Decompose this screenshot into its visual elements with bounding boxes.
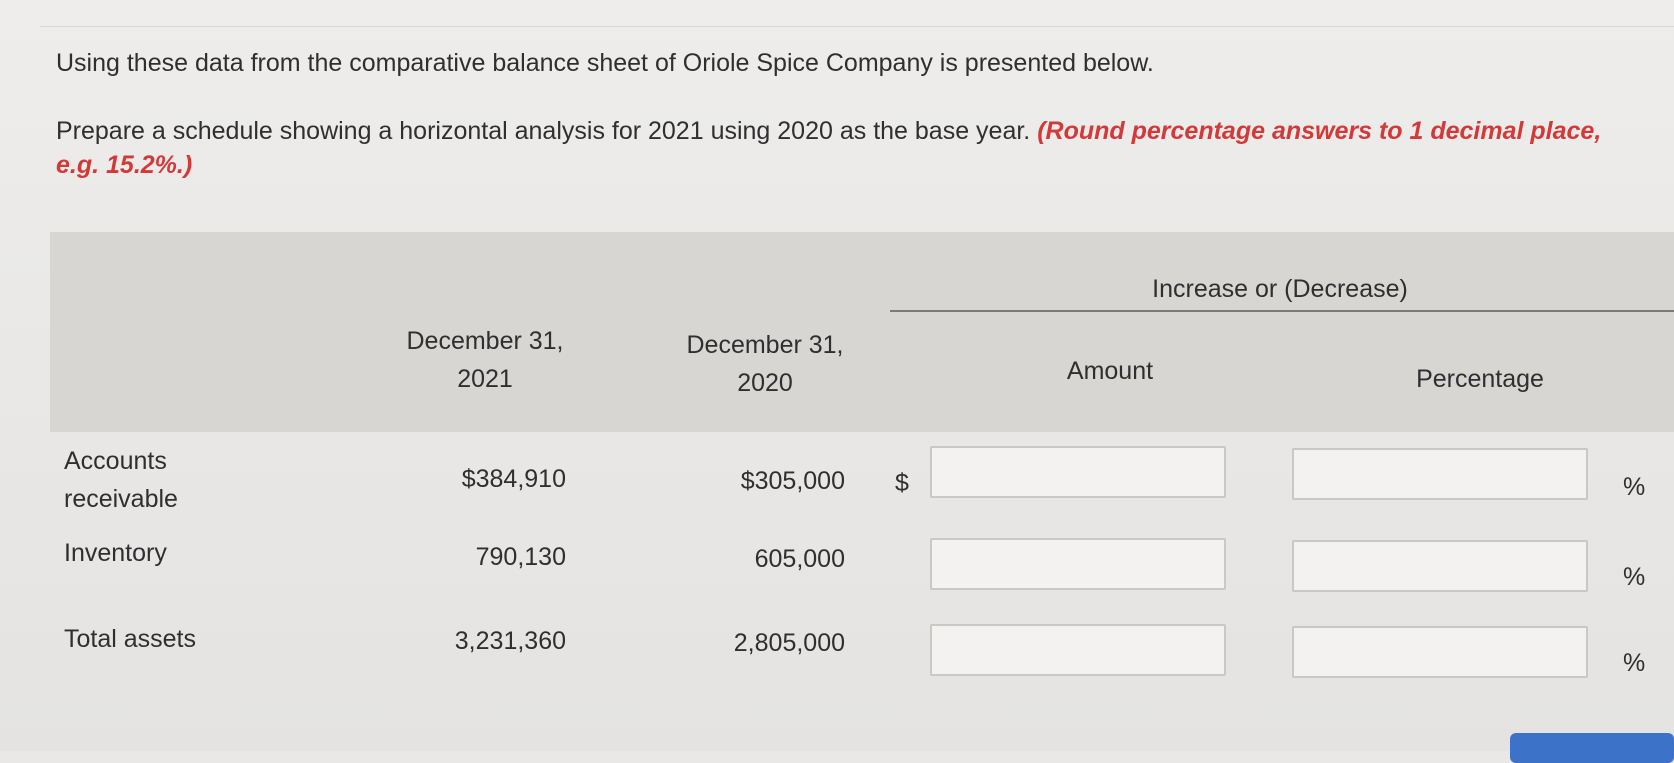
percent-sign: % [1623,473,1646,501]
header-dec-2020-line1: December 31, [686,331,844,359]
percent-sign: % [1623,649,1646,677]
submit-button[interactable] [1510,733,1674,763]
table-row-total-assets [50,620,1674,710]
top-divider [40,26,1674,27]
percentage-input[interactable] [1292,626,1588,678]
question-text [56,46,1616,182]
row-label-line2: receivable [64,485,178,513]
horizontal-analysis-table [50,232,1674,712]
amount-input[interactable] [930,624,1226,676]
header-dec-2020 [650,326,880,402]
value-2020: 605,000 [754,545,845,573]
amount-input[interactable] [930,538,1226,590]
amount-input[interactable] [930,446,1226,498]
value-2020: 2,805,000 [733,629,845,657]
percentage-input[interactable] [1292,448,1588,500]
row-label-line1: Accounts [64,447,167,475]
table-row-accounts-receivable [50,432,1674,522]
row-label [64,534,167,572]
table-header [50,232,1674,432]
header-dec-2021-line2: 2021 [457,365,513,393]
header-group-rule [890,310,1674,312]
currency-sign: $ [895,469,909,497]
row-label [64,442,178,518]
question-line-2 [56,114,1616,182]
header-amount: Amount [1066,357,1154,385]
header-dec-2021-line1: December 31, [406,327,564,355]
question-line-1: Using these data from the comparative balance sheet of Oriole Spice Company is presented below. [56,49,1154,77]
table-row-inventory [50,530,1674,620]
rounding-note: (Round percentage answers to 1 decimal place, e.g. 15.2%.) [56,117,1602,179]
value-2021: 790,130 [475,543,566,571]
value-2020: $305,000 [740,467,845,495]
header-dec-2020-line2: 2020 [737,369,793,397]
percent-sign: % [1623,563,1646,591]
header-increase-decrease: Increase or (Decrease) [1152,275,1408,303]
question-instruction: Prepare a schedule showing a horizontal analysis for 2021 using 2020 as the base year. [56,117,1031,145]
header-dec-2021 [370,322,600,398]
row-label [64,620,196,658]
row-label-line1: Total assets [64,625,197,653]
row-label-line1: Inventory [64,539,167,567]
value-2021: 3,231,360 [454,627,566,655]
value-2021: $384,910 [461,465,566,493]
percentage-input[interactable] [1292,540,1588,592]
header-percentage: Percentage [1416,365,1544,393]
